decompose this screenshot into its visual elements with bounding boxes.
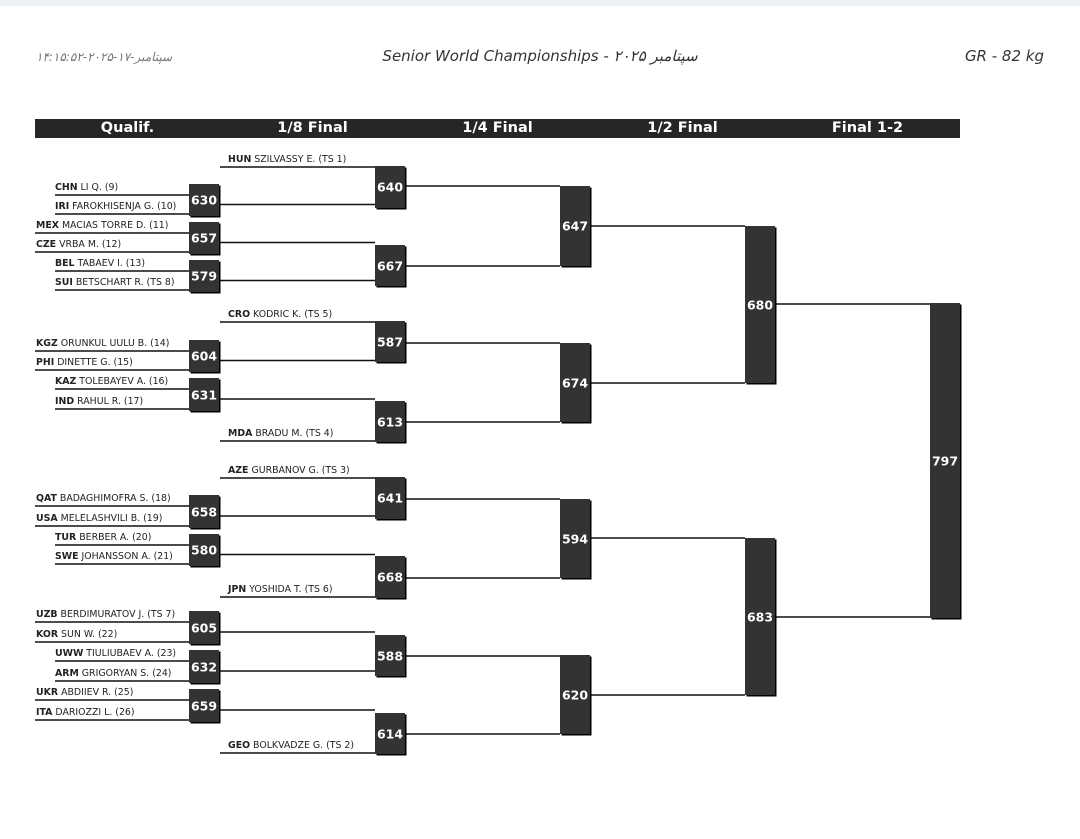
- col-semi-final: 1/2 Final: [647, 120, 718, 136]
- competitor-name: ABDIIEV R. (25): [58, 687, 134, 698]
- quarter-bout-box: [560, 499, 590, 578]
- competitor-name: RAHUL R. (17): [74, 396, 144, 407]
- country-code: CRO: [228, 309, 251, 320]
- competitor-entry: [36, 493, 171, 504]
- competitor-entry: [36, 609, 175, 620]
- competitor-entry: [228, 465, 350, 476]
- country-code: UZB: [36, 609, 58, 620]
- country-code: USA: [36, 513, 58, 524]
- bout-number: 594: [561, 531, 589, 546]
- bout-number: 658: [190, 504, 218, 519]
- competitor-name: SUN W. (22): [58, 629, 118, 640]
- bout-number: 604: [190, 348, 218, 364]
- col-qualif: Qualif.: [100, 120, 155, 136]
- competitor-entry: [36, 338, 169, 349]
- competitor-entry: [55, 182, 118, 193]
- competitor-name: GURBANOV G. (TS 3): [248, 465, 350, 476]
- competitor-entry: [228, 584, 333, 595]
- country-code: GEO: [228, 740, 251, 751]
- eighth-bout-box: [375, 477, 405, 519]
- competitor-entry: [36, 629, 117, 640]
- bout-number: 668: [376, 569, 404, 585]
- competitor-entry: [55, 277, 175, 288]
- quarter-bout-box: [560, 186, 590, 266]
- competitor-name: LI Q. (9): [77, 182, 119, 193]
- country-code: IRI: [55, 201, 70, 212]
- eighth-bout-box: [375, 321, 405, 362]
- col-final: Final 1-2: [831, 120, 904, 136]
- competitor-name: DINETTE G. (15): [54, 357, 133, 368]
- competitor-name: BADAGHIMOFRA S. (18): [56, 493, 171, 504]
- country-code: ARM: [55, 668, 79, 679]
- competitor-name: KODRIC K. (TS 5): [250, 309, 333, 320]
- competitor-entry: [228, 428, 333, 439]
- country-code: KGZ: [36, 338, 58, 349]
- eighth-bout-box: [375, 713, 405, 754]
- competitor-name: SZILVASSY E. (TS 1): [251, 154, 347, 165]
- country-code: PHI: [36, 357, 55, 368]
- competitor-name: TABAEV I. (13): [74, 258, 146, 269]
- eighth-bout-box: [375, 401, 405, 442]
- competitor-entry: [55, 201, 176, 212]
- bout-number: 614: [376, 726, 404, 741]
- bout-number: 588: [376, 648, 404, 663]
- competitor-name: GRIGORYAN S. (24): [78, 668, 172, 679]
- semi-bout-box: [745, 226, 775, 383]
- bout-number: 683: [746, 609, 774, 624]
- eighth-bout-box: [375, 556, 405, 598]
- bout-number: 620: [561, 687, 589, 702]
- country-code: IND: [55, 396, 75, 407]
- qualif-bout-box: [189, 184, 219, 216]
- country-code: MEX: [36, 220, 59, 231]
- qualif-bout-box: [189, 260, 219, 292]
- bout-number: 640: [376, 179, 404, 195]
- country-code: SWE: [55, 551, 79, 562]
- competitor-name: DARIOZZI L. (26): [52, 707, 135, 718]
- event-title: Senior World Championships - سپتامبر ۲۰۲۵: [382, 47, 698, 65]
- competitor-entry: [55, 258, 145, 269]
- final-bout-box: [930, 303, 960, 618]
- competitor-name: BETSCHART R. (TS 8): [72, 277, 175, 288]
- bout-number: 580: [190, 542, 218, 558]
- competitor-entry: [55, 648, 176, 659]
- qualif-bout-box: [189, 611, 219, 644]
- competitor-name: BERDIMURATOV J. (TS 7): [57, 609, 176, 620]
- competitor-entry: [55, 396, 143, 407]
- bout-number: 587: [376, 334, 404, 349]
- competitor-entry: [55, 668, 171, 679]
- qualif-bout-box: [189, 689, 219, 722]
- country-code: KOR: [36, 629, 59, 640]
- competitor-name: BRADU M. (TS 4): [252, 428, 334, 439]
- bout-number: 667: [376, 258, 404, 273]
- bout-number: 659: [190, 698, 218, 713]
- quarter-bout-box: [560, 655, 590, 734]
- competitor-name: JOHANSSON A. (21): [78, 551, 173, 562]
- competitor-name: TOLEBAYEV A. (16): [76, 376, 169, 387]
- country-code: CHN: [55, 182, 78, 193]
- competitor-entry: [55, 551, 173, 562]
- competitor-entry: [36, 357, 133, 368]
- semi-bout-box: [745, 538, 775, 695]
- bout-number: 605: [190, 620, 218, 635]
- bout-number: 647: [561, 218, 589, 234]
- country-code: AZE: [228, 465, 249, 476]
- competitor-entry: [36, 239, 121, 250]
- competitor-name: BOLKVADZE G. (TS 2): [250, 740, 355, 751]
- qualif-bout-box: [189, 534, 219, 566]
- qualif-bout-box: [189, 340, 219, 372]
- qualif-bout-box: [189, 222, 219, 254]
- weight-category: GR - 82 kg: [964, 47, 1044, 65]
- bout-number: 680: [746, 297, 774, 312]
- country-code: JPN: [228, 584, 247, 595]
- competitor-entry: [228, 740, 354, 751]
- bout-number: 797: [931, 453, 959, 468]
- country-code: BEL: [55, 258, 75, 269]
- competitor-entry: [55, 532, 151, 543]
- qualif-bout-box: [189, 378, 219, 411]
- competitor-entry: [55, 376, 168, 387]
- bout-number: 674: [561, 375, 589, 390]
- competitor-entry: [228, 154, 346, 165]
- country-code: ITA: [36, 707, 53, 718]
- eighth-bout-box: [375, 166, 405, 208]
- qualif-bout-box: [189, 650, 219, 683]
- competitor-name: YOSHIDA T. (TS 6): [246, 584, 333, 595]
- bout-number: 613: [376, 414, 404, 429]
- bout-number: 579: [190, 268, 218, 284]
- country-code: TUR: [55, 532, 77, 543]
- country-code: SUI: [55, 277, 73, 288]
- competitor-name: ORUNKUL UULU B. (14): [57, 338, 170, 349]
- country-code: KAZ: [55, 376, 77, 387]
- bout-number: 631: [190, 387, 218, 402]
- bout-number: 632: [190, 659, 218, 674]
- bout-number: 630: [190, 192, 218, 208]
- competitor-entry: [36, 707, 135, 718]
- qualif-bout-box: [189, 495, 219, 528]
- country-code: QAT: [36, 493, 57, 504]
- competitor-name: BERBER A. (20): [76, 532, 152, 543]
- competitor-name: VRBA M. (12): [56, 239, 122, 250]
- competitor-entry: [36, 513, 162, 524]
- country-code: MDA: [228, 428, 253, 439]
- country-code: UWW: [55, 648, 84, 659]
- country-code: HUN: [228, 154, 252, 165]
- col-quarter-final: 1/4 Final: [462, 120, 533, 136]
- competitor-name: TIULIUBAEV A. (23): [83, 648, 177, 659]
- competitor-name: FAROKHISENJA G. (10): [69, 201, 177, 212]
- competitor-name: MELELASHVILI B. (19): [57, 513, 163, 524]
- bout-number: 641: [376, 490, 404, 506]
- competitor-name: MACIAS TORRE D. (11): [58, 220, 169, 231]
- competitor-entry: [36, 220, 168, 231]
- print-date: سپتامبر-۱۷-۲۰۲۵-۱۴:۱۵:۵۲: [36, 50, 173, 64]
- quarter-bout-box: [560, 343, 590, 422]
- competitor-entry: [36, 687, 133, 698]
- country-code: UKR: [36, 687, 59, 698]
- col-eighth-final: 1/8 Final: [277, 120, 348, 136]
- competitor-entry: [228, 309, 332, 320]
- bout-number: 657: [190, 230, 218, 246]
- eighth-bout-box: [375, 635, 405, 676]
- country-code: CZE: [36, 239, 57, 250]
- eighth-bout-box: [375, 245, 405, 286]
